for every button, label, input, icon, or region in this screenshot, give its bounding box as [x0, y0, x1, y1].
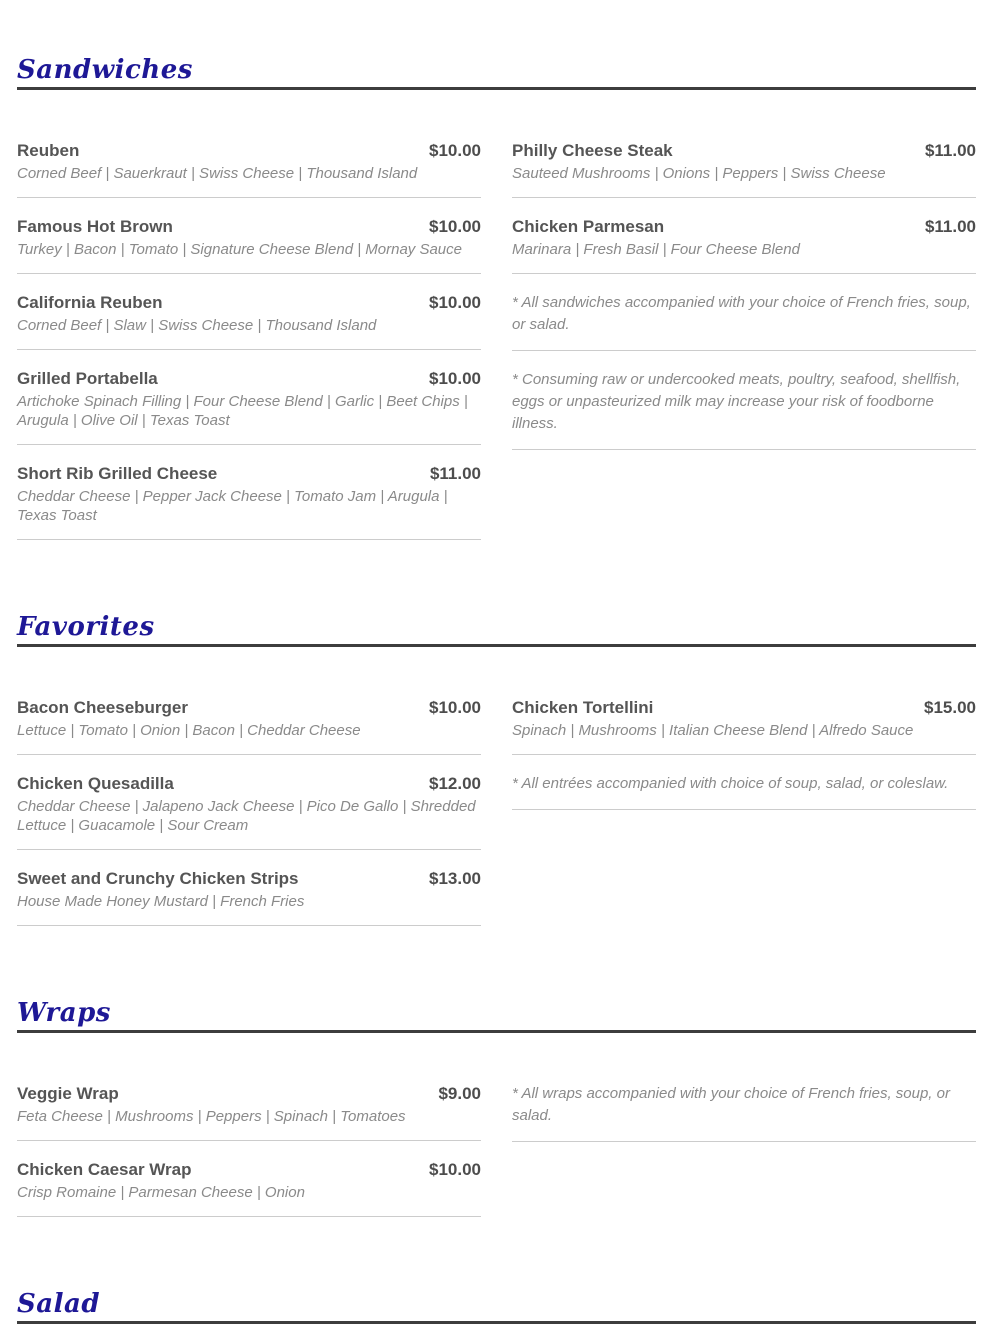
item-description: Marinara | Fresh Basil | Four Cheese Blend [512, 241, 800, 258]
section-salad [17, 1289, 976, 1324]
menu-item [17, 140, 481, 198]
section-title: Wraps [17, 998, 976, 1033]
item-price: $10.00 [429, 293, 481, 312]
menu-item [17, 1141, 481, 1217]
item-price: $15.00 [924, 698, 976, 717]
item-name: Veggie Wrap [17, 1084, 119, 1103]
item-name: Famous Hot Brown [17, 217, 173, 236]
item-description: Turkey | Bacon | Tomato | Signature Cheese Blend | Mornay Sauce [17, 241, 462, 258]
menu-item [17, 697, 481, 755]
item-price: $10.00 [429, 698, 481, 717]
item-description: Corned Beef | Sauerkraut | Swiss Cheese | Thousand Island [17, 165, 418, 182]
item-description: Lettuce | Tomato | Onion | Bacon | Cheddar Cheese [17, 722, 361, 739]
menu-note: * All sandwiches accompanied with your choice of French fries, soup, or salad. [512, 274, 976, 351]
item-name: Reuben [17, 141, 80, 160]
menu-item [512, 198, 976, 274]
menu-column-right [512, 140, 976, 450]
item-description: Feta Cheese | Mushrooms | Peppers | Spinach | Tomatoes [17, 1108, 406, 1125]
item-price: $10.00 [429, 1160, 481, 1179]
item-price: $9.00 [438, 1084, 481, 1103]
item-name: Grilled Portabella [17, 369, 158, 388]
item-name: Chicken Tortellini [512, 698, 654, 717]
menu-item [512, 140, 976, 198]
item-name: California Reuben [17, 293, 163, 312]
menu-note: * All entrées accompanied with choice of soup, salad, or coleslaw. [512, 755, 976, 810]
menu-item [17, 1083, 481, 1141]
item-name: Chicken Quesadilla [17, 774, 174, 793]
item-description: House Made Honey Mustard | French Fries [17, 893, 305, 910]
section-columns [17, 697, 976, 926]
menu-note: * All wraps accompanied with your choice of French fries, soup, or salad. [512, 1083, 976, 1142]
menu-item [17, 350, 481, 445]
item-price: $10.00 [429, 369, 481, 388]
item-description: Crisp Romaine | Parmesan Cheese | Onion [17, 1184, 305, 1201]
section-sandwiches [17, 55, 976, 540]
section-wraps [17, 998, 976, 1217]
menu-column-left [17, 1083, 481, 1217]
section-title: Salad [17, 1289, 976, 1324]
section-favorites [17, 612, 976, 926]
item-description: Spinach | Mushrooms | Italian Cheese Blend | Alfredo Sauce [512, 722, 914, 739]
item-price: $11.00 [924, 217, 976, 236]
item-description: Cheddar Cheese | Jalapeno Jack Cheese | Pico De Gallo | Shredded Lettuce | Guacamole | Sour Cream [17, 798, 476, 834]
item-price: $12.00 [429, 774, 481, 793]
item-description: Cheddar Cheese | Pepper Jack Cheese | Tomato Jam | Arugula | Texas Toast [17, 488, 448, 524]
menu-item [17, 850, 481, 926]
item-description: Sauteed Mushrooms | Onions | Peppers | Swiss Cheese [512, 165, 886, 182]
item-name: Bacon Cheeseburger [17, 698, 188, 717]
menu-item [17, 198, 481, 274]
menu-column-left [17, 140, 481, 540]
menu-column-right [512, 1083, 976, 1142]
menu-column-right [512, 697, 976, 810]
item-price: $10.00 [429, 141, 481, 160]
section-title: Favorites [17, 612, 976, 647]
item-description: Corned Beef | Slaw | Swiss Cheese | Thousand Island [17, 317, 377, 334]
menu-column-left [17, 697, 481, 926]
menu-item [17, 755, 481, 850]
menu-item [17, 445, 481, 540]
menu-item [512, 697, 976, 755]
item-description: Artichoke Spinach Filling | Four Cheese Blend | Garlic | Beet Chips | Arugula | Olive Oil | Texas Toast [17, 393, 468, 429]
section-columns [17, 1083, 976, 1217]
item-name: Chicken Parmesan [512, 217, 665, 236]
item-price: $13.00 [429, 869, 481, 888]
section-columns [17, 140, 976, 540]
item-price: $11.00 [429, 464, 481, 483]
menu-item [17, 274, 481, 350]
item-name: Short Rib Grilled Cheese [17, 464, 218, 483]
item-name: Sweet and Crunchy Chicken Strips [17, 869, 299, 888]
item-price: $10.00 [429, 217, 481, 236]
item-name: Philly Cheese Steak [512, 141, 673, 160]
item-name: Chicken Caesar Wrap [17, 1160, 192, 1179]
menu-note: * Consuming raw or undercooked meats, poultry, seafood, shellfish, eggs or unpasteurized milk may increase your risk of foodborne illness. [512, 351, 976, 450]
section-title: Sandwiches [17, 55, 976, 90]
item-price: $11.00 [924, 141, 976, 160]
